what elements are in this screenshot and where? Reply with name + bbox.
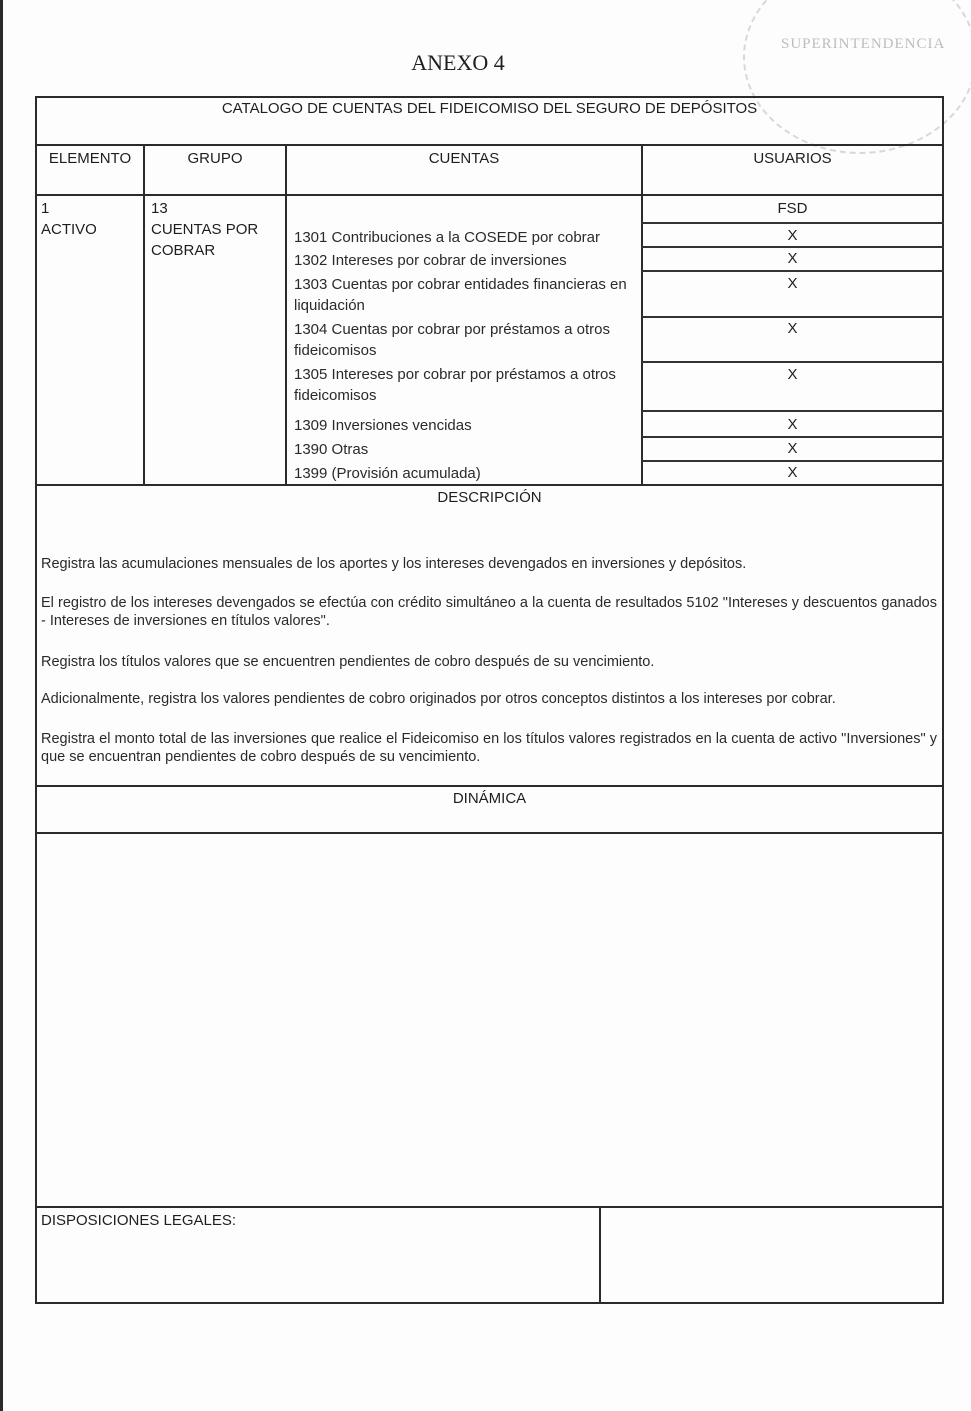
mark-1302: X xyxy=(787,250,798,267)
account-1304: 1304 Cuentas por cobrar por préstamos a otros xyxy=(294,321,611,338)
descripcion-paragraph-2: El registro de los intereses devengados se efectúa con crédito simultáneo a la cuenta de resultados 5102 "Intereses y descuentos ganados - Intereses de inversiones en títulos valores". xyxy=(41,595,937,629)
grupo-name-line2: COBRAR xyxy=(151,242,216,259)
stamp-text: SUPERINTENDENCIA xyxy=(781,36,946,52)
descripcion-paragraph-3: Registra los títulos valores que se encuentren pendientes de cobro después de su vencimiento. xyxy=(41,654,655,670)
mark-1399: X xyxy=(787,464,798,481)
account-1304-cont: fideicomisos xyxy=(294,342,377,359)
account-1303: 1303 Cuentas por cobrar entidades financieras en xyxy=(294,276,627,293)
account-1302: 1302 Intereses por cobrar de inversiones xyxy=(294,252,567,269)
header-elemento: ELEMENTO xyxy=(48,150,132,167)
mark-1309: X xyxy=(787,416,798,433)
grupo-name-line1: CUENTAS POR xyxy=(151,221,259,238)
elemento-code: 1 xyxy=(41,200,50,217)
mark-1301: X xyxy=(787,227,798,244)
mark-1303: X xyxy=(787,275,798,292)
descripcion-paragraph-4: Adicionalmente, registra los valores pendientes de cobro originados por otros conceptos distintos a los intereses por cobrar. xyxy=(41,691,836,707)
mark-1390: X xyxy=(787,440,798,457)
grupo-code: 13 xyxy=(151,200,168,217)
header-usuarios: USUARIOS xyxy=(753,150,832,167)
descripcion-paragraph-1: Registra las acumulaciones mensuales de los aportes y los intereses devengados en inversiones y depósitos. xyxy=(41,556,747,572)
account-1399: 1399 (Provisión acumulada) xyxy=(294,465,481,482)
descripcion-paragraph-5: Registra el monto total de las inversiones que realice el Fideicomiso en los títulos valores registrados en la cuenta de activo "Inversiones" y que se encuentran pendientes de cobro después de su vencimiento. xyxy=(41,731,937,765)
mark-1305: X xyxy=(787,366,798,383)
descripcion-title: DESCRIPCIÓN xyxy=(437,489,542,506)
usuarios-fsd: FSD xyxy=(777,200,808,217)
document-title: ANEXO 4 xyxy=(411,50,505,75)
account-1305: 1305 Intereses por cobrar por préstamos a otros xyxy=(294,366,616,383)
account-1309: 1309 Inversiones vencidas xyxy=(294,417,472,434)
dinamica-title: DINÁMICA xyxy=(452,790,527,807)
account-1390: 1390 Otras xyxy=(294,441,369,458)
header-grupo: GRUPO xyxy=(187,150,243,167)
disposiciones-label: DISPOSICIONES LEGALES: xyxy=(41,1212,237,1229)
elemento-name: ACTIVO xyxy=(41,221,97,238)
account-1303-cont: liquidación xyxy=(294,297,365,314)
catalog-title: CATALOGO DE CUENTAS DEL FIDEICOMISO DEL SEGURO DE DEPÓSITOS xyxy=(221,100,758,117)
mark-1304: X xyxy=(787,320,798,337)
account-1305-cont: fideicomisos xyxy=(294,387,377,404)
account-1301: 1301 Contribuciones a la COSEDE por cobrar xyxy=(294,229,600,246)
header-cuentas: CUENTAS xyxy=(428,150,500,167)
